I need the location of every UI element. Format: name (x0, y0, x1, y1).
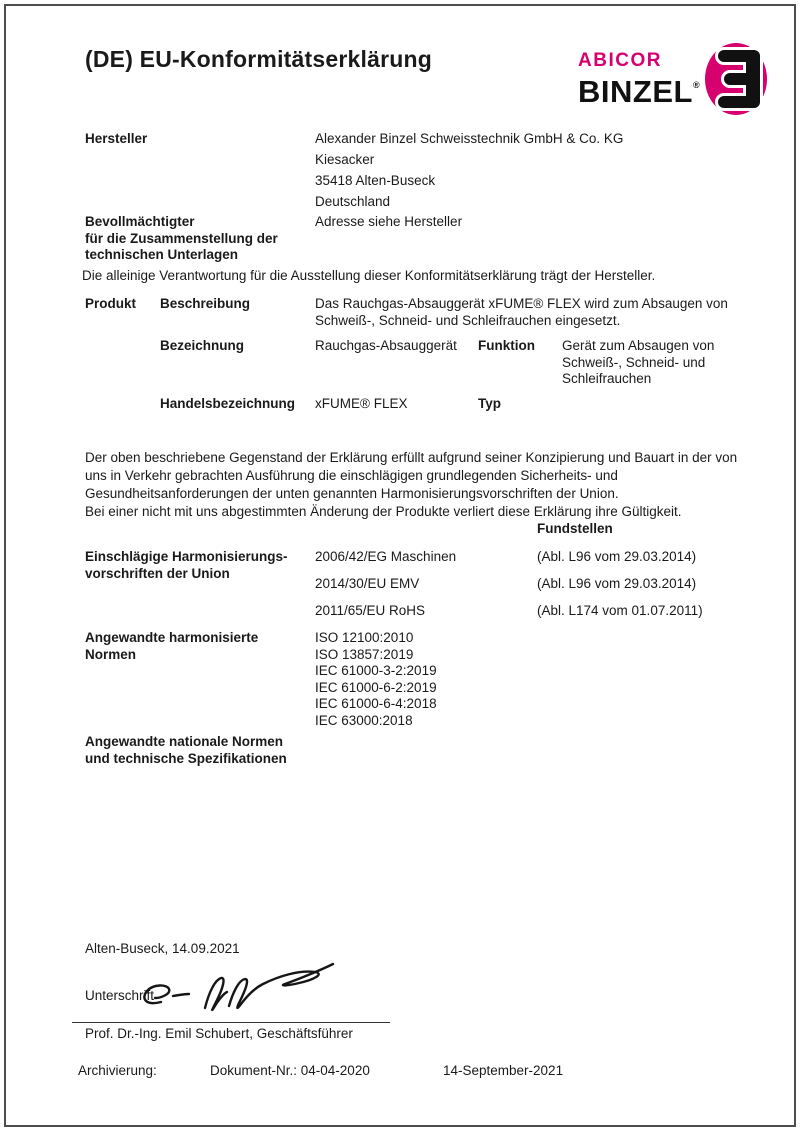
directive: 2006/42/EG Maschinen (315, 549, 457, 564)
product-description-row (85, 296, 747, 329)
harmonised-standards-list (315, 630, 437, 729)
page-title: (DE) EU-Konformitätserklärung (85, 46, 432, 72)
trade-name-label: Handelsbezeichnung (160, 396, 296, 411)
harmonisation-item (315, 603, 747, 620)
standard-item: ISO 12100:2010 (315, 630, 414, 645)
manufacturer-address (315, 128, 623, 212)
responsibility-note: Die alleinige Verantwortung für die Ausstellung dieser Konformitätserklärung trägt der Hersteller. (82, 268, 656, 283)
standard-item: IEC 61000-3-2:2019 (315, 663, 437, 678)
logo-wordmark (578, 51, 700, 107)
footer-date: 14-September-2021 (443, 1063, 564, 1078)
authorized-rep-label: Bevollmächtigter für die Zusammenstellung der technischen Unterlagen (85, 214, 278, 262)
directive: 2011/65/EU RoHS (315, 603, 426, 618)
standard-item: IEC 61000-6-4:2018 (315, 696, 437, 711)
place-date: Alten-Buseck, 14.09.2021 (85, 941, 240, 956)
manufacturer-city: 35418 Alten-Buseck (315, 173, 436, 188)
standard-item: IEC 61000-6-2:2019 (315, 679, 437, 695)
footer-document-number: Dokument-Nr.: 04-04-2020 (210, 1063, 370, 1078)
directive-reference: (Abl. L96 vom 29.03.2014) (537, 549, 697, 564)
directive-reference: (Abl. L174 vom 01.07.2011) (537, 603, 703, 618)
manufacturer-label: Hersteller (85, 131, 148, 146)
logo-binzel-text: BINZEL® (578, 74, 701, 109)
function-value: Gerät zum Absaugen von Schweiß-, Schneid- und Schleifrauchen (562, 338, 715, 386)
manufacturer-section (85, 128, 747, 212)
binzel-emblem-icon (694, 41, 768, 117)
logo-abicor-text: ABICOR (578, 50, 662, 71)
product-label: Produkt (85, 296, 137, 311)
harmonisation-item (315, 576, 747, 593)
designation-label: Bezeichnung (160, 338, 245, 353)
harmonised-standards-section (85, 630, 747, 729)
binzel-emblem-svg (694, 41, 768, 117)
harmonisation-items (315, 549, 747, 630)
harmonisation-section (85, 549, 747, 630)
description-label: Beschreibung (160, 296, 251, 311)
signature-line (72, 1022, 390, 1023)
harmonisation-label: Einschlägige Harmonisierungs- vorschriften der Union (85, 549, 288, 581)
standard-item: IEC 63000:2018 (315, 712, 413, 728)
signature-label: Unterschrift (85, 988, 155, 1003)
footer-archiving-label: Archivierung: (78, 1063, 157, 1078)
signatory-name: Prof. Dr.-Ing. Emil Schubert, Geschäftsführer (85, 1026, 353, 1041)
designation-row (85, 338, 747, 388)
national-standards-label: Angewandte nationale Normen und technische Spezifikationen (85, 734, 287, 766)
authorized-rep-value: Adresse siehe Hersteller (315, 214, 463, 229)
type-label: Typ (478, 396, 501, 411)
authorized-rep-section (85, 214, 747, 264)
harmonised-standards-label: Angewandte harmonisierte Normen (85, 630, 259, 662)
manufacturer-street: Kiesacker (315, 152, 375, 167)
fundstellen-heading: Fundstellen (537, 521, 613, 536)
manufacturer-name: Alexander Binzel Schweisstechnik GmbH & Co. KG (315, 131, 624, 146)
declaration-paragraph: Der oben beschriebene Gegenstand der Erklärung erfüllt aufgrund seiner Konzipierung und Bauart in der von uns in Verkehr gebrachten Ausführung die einschlägigen grundlegenden Sicherheits- und Gesundheitsanforderungen der unten genannten Harmonisierungsvorschriften der Union. Bei einer nicht mit uns abgestimmten Änderung der Produkte verliert diese Erklärung ihre Gültigkeit. (85, 450, 738, 519)
signature-scribble (133, 958, 338, 1021)
manufacturer-country: Deutschland (315, 194, 391, 209)
national-standards-section (85, 734, 747, 767)
trade-name-value: xFUME® FLEX (315, 396, 408, 411)
directive: 2014/30/EU EMV (315, 576, 420, 591)
designation-value: Rauchgas-Absauggerät (315, 338, 457, 353)
standard-item: ISO 13857:2019 (315, 646, 414, 662)
harmonisation-item (315, 549, 747, 566)
description-value: Das Rauchgas-Absauggerät xFUME® FLEX wird zum Absaugen von Schweiß-, Schneid- und Schleifrauchen eingesetzt. (315, 296, 728, 328)
signature-svg (133, 958, 338, 1016)
directive-reference: (Abl. L96 vom 29.03.2014) (537, 576, 697, 591)
trade-name-row (85, 396, 747, 413)
abicor-binzel-logo (578, 40, 758, 118)
registered-mark: ® (692, 80, 701, 90)
function-label: Funktion (478, 338, 535, 353)
